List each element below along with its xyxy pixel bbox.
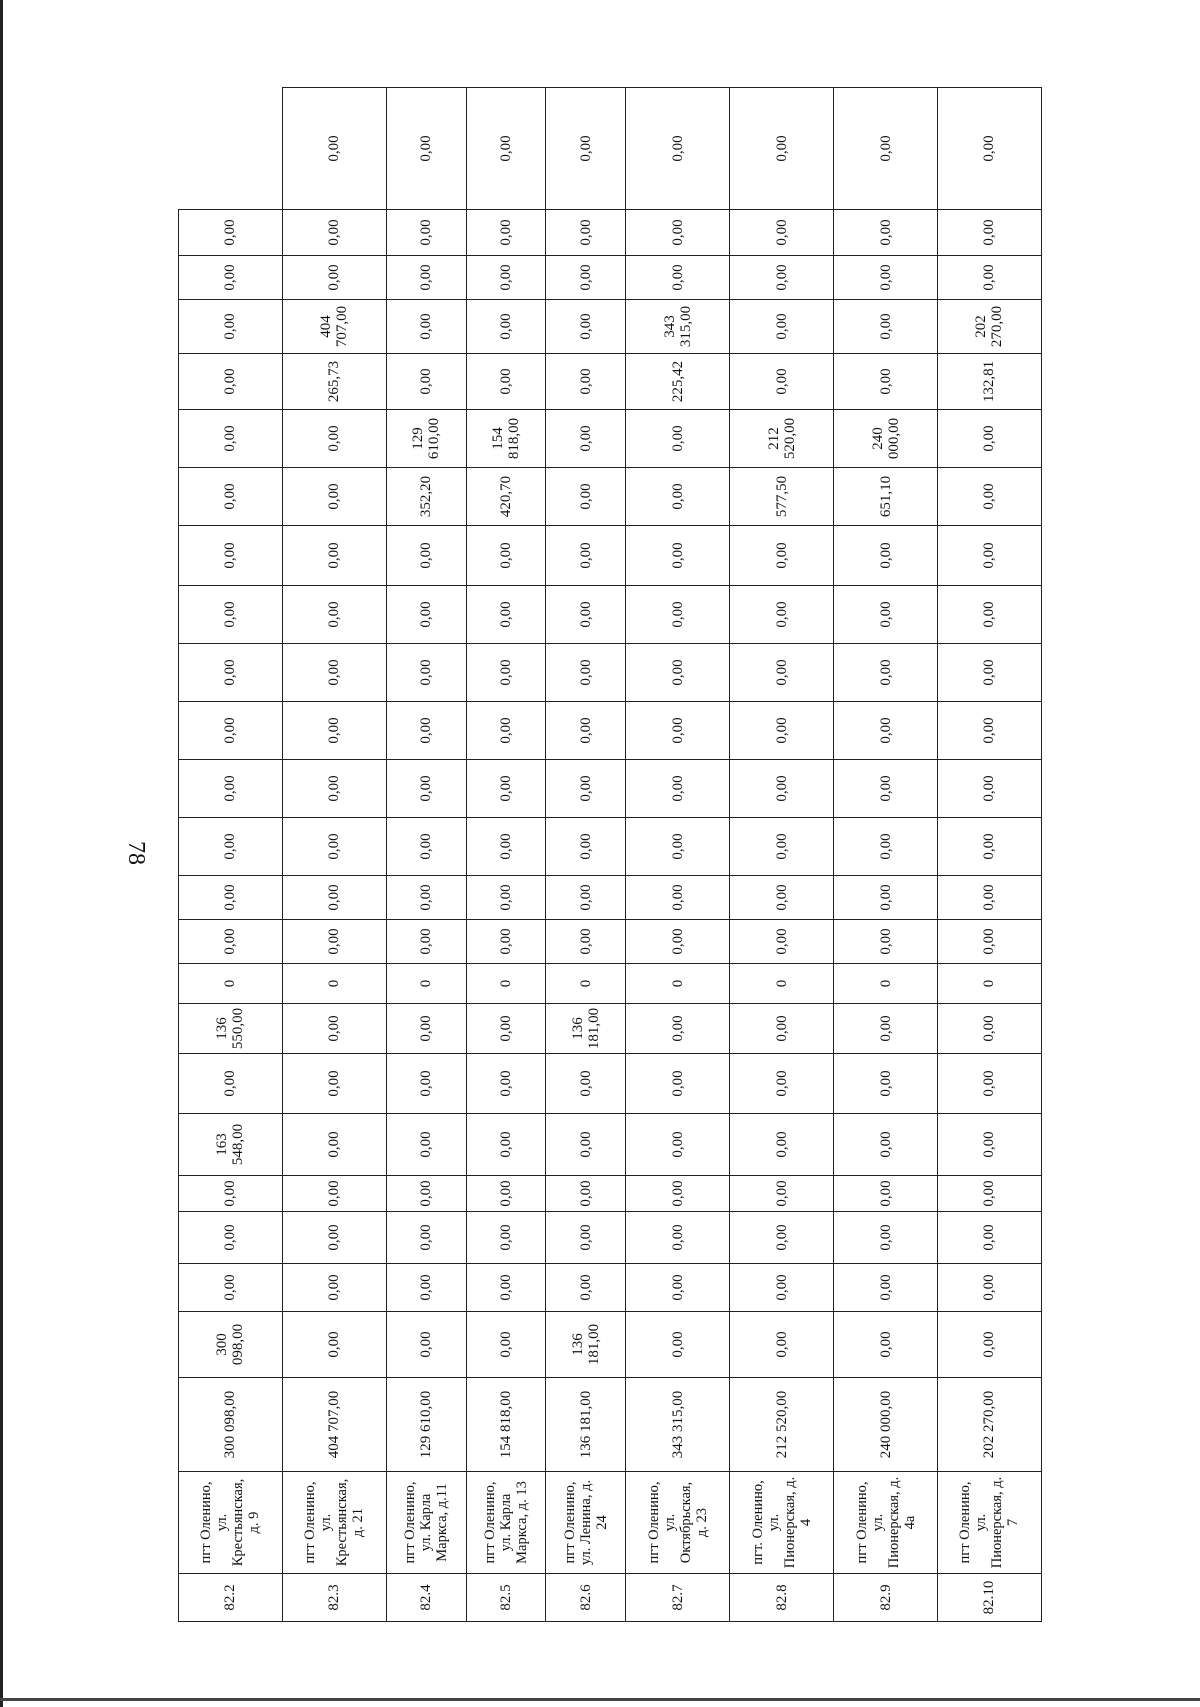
value-cell: 0,00 (466, 1054, 546, 1114)
value-cell: 0,00 (386, 1264, 466, 1312)
value-cell: 0,00 (282, 818, 386, 876)
value-cell: 0,00 (179, 526, 283, 586)
value-cell: 0,00 (730, 760, 834, 818)
value-cell: 0,00 (282, 256, 386, 300)
value-cell: 0,00 (730, 586, 834, 644)
value-cell: 0,00 (386, 1176, 466, 1212)
value-cell: 0,00 (179, 210, 283, 256)
value-cell: 0,00 (834, 920, 938, 964)
value-cell: 343 315,00 (626, 300, 730, 354)
value-cell: 0,00 (626, 410, 730, 468)
value-cell: 0 (466, 964, 546, 1004)
value-cell: 0,00 (730, 210, 834, 256)
value-cell: 202 270,00 (937, 1378, 1041, 1472)
value-cell: 0,00 (730, 1312, 834, 1378)
value-cell: 0,00 (937, 760, 1041, 818)
value-cell: 0,00 (546, 644, 626, 702)
value-cell: 0,00 (834, 818, 938, 876)
value-cell: 343 315,00 (626, 1378, 730, 1472)
value-cell: 0,00 (730, 1004, 834, 1054)
value-cell: 212 520,00 (730, 1378, 834, 1472)
value-cell: 0,00 (937, 702, 1041, 760)
value-cell: 0,00 (626, 1176, 730, 1212)
row-number: 82.4 (386, 1574, 466, 1622)
table-row (282, 88, 386, 1622)
value-cell: 0 (626, 964, 730, 1004)
value-cell: 0,00 (937, 210, 1041, 256)
value-cell: 0,00 (282, 644, 386, 702)
value-cell: 0,00 (179, 256, 283, 300)
value-cell: 0,00 (466, 526, 546, 586)
value-cell: 154 818,00 (466, 1378, 546, 1472)
value-cell: 0,00 (834, 300, 938, 354)
value-cell: 0,00 (834, 1312, 938, 1378)
value-cell: 136 550,00 (179, 1004, 283, 1054)
value-cell: 0,00 (937, 410, 1041, 468)
value-cell: 0,00 (626, 586, 730, 644)
address-cell: пгт. Оленино, ул. Пионерская, д. 4 (730, 1472, 834, 1574)
value-cell: 0,00 (834, 1004, 938, 1054)
value-cell: 0,00 (730, 354, 834, 410)
value-cell: 0,00 (386, 1054, 466, 1114)
value-cell: 0,00 (282, 760, 386, 818)
value-cell: 0,00 (179, 468, 283, 526)
value-cell: 136 181,00 (546, 1004, 626, 1054)
value-cell: 0,00 (937, 1312, 1041, 1378)
value-cell: 0,00 (546, 1264, 626, 1312)
value-cell: 0,00 (834, 88, 938, 210)
value-cell: 0,00 (730, 702, 834, 760)
value-cell: 0,00 (730, 1054, 834, 1114)
value-cell: 0,00 (282, 1054, 386, 1114)
value-cell: 0,00 (546, 1176, 626, 1212)
value-cell: 0,00 (282, 468, 386, 526)
value-cell: 0,00 (730, 1212, 834, 1264)
scan-bottom-edge (0, 1698, 1200, 1701)
value-cell: 0,00 (466, 1264, 546, 1312)
table-row (466, 88, 546, 1622)
value-cell: 0,00 (546, 876, 626, 920)
table-row (546, 88, 626, 1622)
value-cell: 0,00 (834, 1054, 938, 1114)
rotated-table-container (178, 87, 1042, 1622)
value-cell: 0 (179, 964, 283, 1004)
value-cell: 0,00 (937, 1212, 1041, 1264)
table-row (626, 88, 730, 1622)
value-cell: 0,00 (179, 876, 283, 920)
value-cell: 0,00 (282, 210, 386, 256)
row-number: 82.7 (626, 1574, 730, 1622)
value-cell: 0,00 (834, 1264, 938, 1312)
value-cell: 0,00 (626, 468, 730, 526)
value-cell: 0,00 (386, 526, 466, 586)
value-cell: 0,00 (834, 1212, 938, 1264)
value-cell: 0,00 (730, 1264, 834, 1312)
value-cell: 0,00 (834, 644, 938, 702)
value-cell: 0,00 (730, 1114, 834, 1176)
value-cell: 129 610,00 (386, 410, 466, 468)
value-cell: 0,00 (626, 702, 730, 760)
value-cell: 0,00 (466, 1312, 546, 1378)
value-cell: 0,00 (386, 644, 466, 702)
value-cell: 0,00 (466, 354, 546, 410)
value-cell: 0,00 (179, 354, 283, 410)
address-cell: пгт Оленино, ул. Октябрьская, д. 23 (626, 1472, 730, 1574)
value-cell: 0,00 (937, 1264, 1041, 1312)
value-cell: 0,00 (466, 1004, 546, 1054)
address-cell: пгт Оленино, ул. Ленина, д. 24 (546, 1472, 626, 1574)
value-cell: 404 707,00 (282, 1378, 386, 1472)
value-cell: 651,10 (834, 468, 938, 526)
value-cell: 0,00 (466, 256, 546, 300)
value-cell: 0,00 (546, 410, 626, 468)
value-cell: 0,00 (626, 818, 730, 876)
value-cell: 0,00 (386, 1212, 466, 1264)
value-cell: 0,00 (937, 644, 1041, 702)
value-cell: 0,00 (834, 1176, 938, 1212)
value-cell: 0,00 (626, 1312, 730, 1378)
value-cell: 0,00 (626, 1004, 730, 1054)
address-cell: пгт Оленино, ул. Пионерская, д. 7 (937, 1472, 1041, 1574)
value-cell: 132,81 (937, 354, 1041, 410)
value-cell: 0,00 (179, 644, 283, 702)
value-cell: 0,00 (626, 1212, 730, 1264)
value-cell: 0,00 (386, 760, 466, 818)
value-cell: 136 181,00 (546, 1378, 626, 1472)
value-cell: 0,00 (179, 760, 283, 818)
value-cell: 0 (386, 964, 466, 1004)
value-cell: 0,00 (937, 1054, 1041, 1114)
value-cell: 0,00 (466, 300, 546, 354)
value-cell: 0,00 (282, 88, 386, 210)
value-cell: 0,00 (282, 1114, 386, 1176)
value-cell: 0,00 (546, 354, 626, 410)
value-cell: 0,00 (386, 1312, 466, 1378)
value-cell: 0,00 (626, 210, 730, 256)
value-cell: 0,00 (386, 88, 466, 210)
value-cell: 0,00 (466, 760, 546, 818)
value-cell: 0,00 (546, 1212, 626, 1264)
value-cell: 240 000,00 (834, 1378, 938, 1472)
value-cell: 0,00 (179, 1264, 283, 1312)
value-cell: 0,00 (626, 876, 730, 920)
table-row (386, 88, 466, 1622)
value-cell: 0,00 (386, 702, 466, 760)
value-cell: 202 270,00 (937, 300, 1041, 354)
value-cell: 0,00 (386, 586, 466, 644)
data-table (178, 87, 1042, 1622)
value-cell: 0,00 (466, 1212, 546, 1264)
value-cell: 0,00 (546, 526, 626, 586)
value-cell: 240 000,00 (834, 410, 938, 468)
value-cell: 0,00 (466, 1176, 546, 1212)
value-cell: 0,00 (282, 1004, 386, 1054)
address-cell: пгт Оленино, ул. Пионерская, д. 4а (834, 1472, 938, 1574)
value-cell: 0,00 (834, 1114, 938, 1176)
value-cell: 0,00 (282, 1312, 386, 1378)
value-cell: 0,00 (626, 88, 730, 210)
value-cell: 0,00 (179, 586, 283, 644)
value-cell: 0,00 (626, 256, 730, 300)
value-cell: 0,00 (282, 1212, 386, 1264)
value-cell: 0,00 (937, 256, 1041, 300)
value-cell: 0,00 (466, 586, 546, 644)
value-cell: 0,00 (546, 1114, 626, 1176)
value-cell: 0,00 (179, 1176, 283, 1212)
value-cell: 0,00 (466, 210, 546, 256)
address-cell: пгт Оленино, ул. Крестьянская, д. 9 (179, 1472, 283, 1574)
row-number: 82.5 (466, 1574, 546, 1622)
table-row (179, 88, 283, 1622)
value-cell: 212 520,00 (730, 410, 834, 468)
value-cell: 0,00 (466, 818, 546, 876)
value-cell: 0,00 (546, 760, 626, 818)
value-cell: 0,00 (546, 920, 626, 964)
value-cell: 0,00 (834, 210, 938, 256)
value-cell: 577,50 (730, 468, 834, 526)
value-cell: 0,00 (386, 354, 466, 410)
value-cell: 0 (282, 964, 386, 1004)
value-cell: 0,00 (626, 1054, 730, 1114)
value-cell: 0,00 (937, 920, 1041, 964)
address-cell: пгт Оленино, ул. Карла Маркса, д. 13 (466, 1472, 546, 1574)
value-cell: 225,42 (626, 354, 730, 410)
row-number: 82.2 (179, 1574, 283, 1622)
table-row (834, 88, 938, 1622)
value-cell: 0,00 (937, 526, 1041, 586)
value-cell: 0,00 (282, 526, 386, 586)
page-number: 78 (123, 841, 149, 865)
value-cell: 0 (834, 964, 938, 1004)
value-cell: 0,00 (546, 586, 626, 644)
value-cell: 0,00 (179, 920, 283, 964)
value-cell: 0,00 (834, 354, 938, 410)
value-cell: 0,00 (386, 1114, 466, 1176)
value-cell: 0,00 (834, 702, 938, 760)
table-row (937, 88, 1041, 1622)
value-cell: 0,00 (386, 920, 466, 964)
row-number: 82.9 (834, 1574, 938, 1622)
value-cell: 0,00 (386, 818, 466, 876)
value-cell: 129 610,00 (386, 1378, 466, 1472)
value-cell: 0,00 (179, 1212, 283, 1264)
value-cell: 420,70 (466, 468, 546, 526)
value-cell: 0,00 (937, 1114, 1041, 1176)
value-cell: 0,00 (386, 210, 466, 256)
value-cell: 0,00 (730, 526, 834, 586)
value-cell: 0,00 (834, 256, 938, 300)
value-cell: 0,00 (282, 1264, 386, 1312)
value-cell: 0,00 (546, 88, 626, 210)
value-cell: 0,00 (282, 586, 386, 644)
value-cell: 154 818,00 (466, 410, 546, 468)
value-cell: 0,00 (626, 1264, 730, 1312)
row-number: 82.6 (546, 1574, 626, 1622)
table-row (730, 88, 834, 1622)
value-cell: 0,00 (546, 818, 626, 876)
value-cell: 0 (730, 964, 834, 1004)
scan-left-edge (0, 0, 3, 1707)
value-cell: 0,00 (730, 920, 834, 964)
value-cell: 0,00 (546, 300, 626, 354)
value-cell: 0,00 (730, 818, 834, 876)
value-cell: 0,00 (386, 876, 466, 920)
row-number: 82.8 (730, 1574, 834, 1622)
value-cell: 0,00 (282, 1176, 386, 1212)
value-cell: 0,00 (546, 256, 626, 300)
value-cell: 300 098,00 (179, 1312, 283, 1378)
value-cell: 0,00 (834, 876, 938, 920)
value-cell: 0,00 (546, 468, 626, 526)
value-cell: 0,00 (282, 920, 386, 964)
value-cell: 0,00 (546, 702, 626, 760)
address-cell: пгт Оленино, ул. Крестьянская, д. 21 (282, 1472, 386, 1574)
value-cell: 0,00 (466, 1114, 546, 1176)
row-number: 82.10 (937, 1574, 1041, 1622)
value-cell: 0,00 (179, 702, 283, 760)
value-cell: 0,00 (730, 300, 834, 354)
value-cell: 0,00 (937, 1176, 1041, 1212)
value-cell: 0,00 (937, 876, 1041, 920)
value-cell: 0,00 (834, 586, 938, 644)
value-cell: 163 548,00 (179, 1114, 283, 1176)
value-cell: 0,00 (466, 644, 546, 702)
value-cell: 0,00 (937, 1004, 1041, 1054)
value-cell: 0,00 (730, 1176, 834, 1212)
value-cell: 0,00 (282, 876, 386, 920)
row-number: 82.3 (282, 1574, 386, 1622)
value-cell: 0,00 (937, 468, 1041, 526)
value-cell: 0,00 (466, 876, 546, 920)
value-cell: 0,00 (179, 1054, 283, 1114)
value-cell: 0,00 (834, 760, 938, 818)
value-cell: 0,00 (730, 256, 834, 300)
value-cell: 0,00 (730, 644, 834, 702)
value-cell: 404 707,00 (282, 300, 386, 354)
value-cell: 0,00 (466, 88, 546, 210)
value-cell: 0,00 (546, 1054, 626, 1114)
value-cell: 0 (937, 964, 1041, 1004)
value-cell: 0,00 (386, 300, 466, 354)
value-cell: 0,00 (386, 1004, 466, 1054)
value-cell: 0,00 (626, 526, 730, 586)
value-cell: 0,00 (466, 920, 546, 964)
value-cell: 0,00 (626, 920, 730, 964)
value-cell: 265,73 (282, 354, 386, 410)
value-cell: 352,20 (386, 468, 466, 526)
value-cell: 0,00 (179, 410, 283, 468)
value-cell: 0 (546, 964, 626, 1004)
value-cell: 0,00 (834, 526, 938, 586)
value-cell: 0,00 (730, 876, 834, 920)
value-cell: 0,00 (282, 702, 386, 760)
address-cell: пгт Оленино, ул. Карла Маркса, д.11 (386, 1472, 466, 1574)
value-cell: 0,00 (179, 300, 283, 354)
value-cell: 0,00 (937, 88, 1041, 210)
value-cell: 0,00 (626, 760, 730, 818)
value-cell: 0,00 (626, 1114, 730, 1176)
value-cell: 136 181,00 (546, 1312, 626, 1378)
value-cell: 0,00 (546, 210, 626, 256)
value-cell: 0,00 (179, 818, 283, 876)
value-cell: 0,00 (466, 702, 546, 760)
table-body (179, 88, 1042, 1622)
value-cell: 300 098,00 (179, 1378, 283, 1472)
value-cell: 0,00 (730, 88, 834, 210)
value-cell: 0,00 (626, 644, 730, 702)
value-cell: 0,00 (937, 586, 1041, 644)
value-cell: 0,00 (282, 410, 386, 468)
value-cell: 0,00 (386, 256, 466, 300)
value-cell: 0,00 (937, 818, 1041, 876)
